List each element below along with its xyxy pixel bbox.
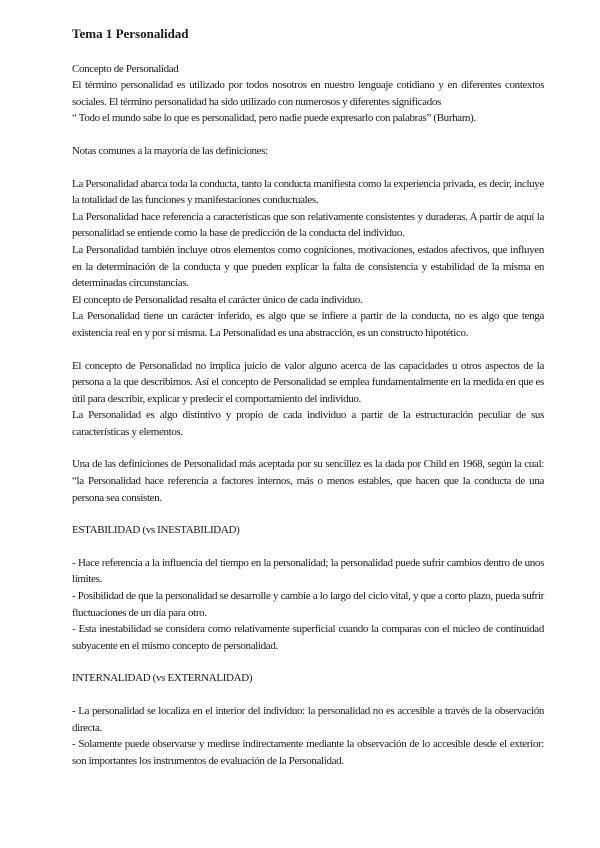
note-item: La Personalidad tiene un carácter inferido, es algo que se infiere a partir de la conducta, no es algo que tenga existencia real en y por sí misma. La Personalidad es una abstracción, es un constructo hipotético. — [72, 310, 544, 339]
note-item: La Personalidad hace referencia a características que son relativamente consistentes y duraderas. A partir de aquí la personalidad se entiende como la base de predicción de la conducta del individuo. — [72, 210, 544, 240]
note-item: La Personalidad abarca toda la conducta, tanto la conducta manifiesta como la experiencia privada, es decir, incluye la totalidad de las funciones y manifestaciones conductuales. — [72, 177, 544, 207]
document-content — [72, 26, 544, 769]
note-item: La Personalidad también incluye otros elementos como cogniciones, motivaciones, estados afectivos, que influyen en la determinación de la conducta y que pueden explicar la falta de consistencia y estabilidad de la misma en determinadas circunstancias. — [72, 243, 544, 290]
intro-paragraph: El término personalidad es utilizado por todos nosotros en nuestro lenguaje cotidiano y en diferentes contextos sociales. El término personalidad ha sido utilizado con numerosos y diferentes significados — [72, 79, 544, 108]
stability-item: - Hace referencia a la influencia del tiempo en la personalidad; la personalidad puede sufrir cambios dentro de unos límites. — [72, 556, 544, 586]
internality-item: - Solamente puede observarse y medirse indirectamente mediante la observación de lo accesible desde el exterior: son importantes los instrumentos de evaluación de la Personalidad. — [72, 738, 544, 767]
internality-item: - La personalidad se localiza en el interior del individuo: la personalidad no es accesible a través de la observación directa. — [72, 705, 544, 734]
note-item: El concepto de Personalidad resalta el carácter único de cada individuo. — [72, 293, 363, 306]
page-title: Tema 1 Personalidad — [72, 26, 189, 41]
definition-paragraph: Una de las definiciones de Personalidad más aceptada por su sencillez es la dada por Child en 1968, según la cual: “la Personalidad hace referencia a factores internos, más o menos estables, que hacen que la conducta de una persona sea consisten. — [72, 458, 544, 504]
internality-heading: INTERNALIDAD (vs EXTERNALIDAD) — [72, 672, 253, 685]
notes-heading: Notas comunes a la mayoría de las definiciones: — [72, 144, 268, 157]
section-subtitle: Concepto de Personalidad — [72, 62, 179, 75]
stability-item: - Posibilidad de que la personalidad se desarrolle y cambie a lo largo del ciclo vital, y que a corto plazo, pueda sufrir fluctuaciones de un día para otro. — [72, 590, 544, 619]
quote-paragraph: “ Todo el mundo sabe lo que es personalidad, pero nadie puede expresarlo con palabras” (Burham). — [72, 112, 476, 125]
stability-heading: ESTABILIDAD (vs INESTABILIDAD) — [72, 524, 240, 537]
concept-paragraph: El concepto de Personalidad no implica juicio de valor alguno acerca de las capacidades u otros aspectos de la persona a la que describimos. Así el concepto de Personalidad se emplea fundamentalmente en la medida en que es útil para describir, explicar y predecir el comportamiento del individuo. — [72, 359, 544, 405]
concept-paragraph: La Personalidad es algo distintivo y propio de cada individuo a partir de la estructuración peculiar de sus características y elementos. — [72, 409, 544, 438]
stability-item: - Esta inestabilidad se considera como relativamente superficial cuando la comparas con el núcleo de continuidad subyacente en el mismo concepto de personalidad. — [72, 623, 544, 652]
